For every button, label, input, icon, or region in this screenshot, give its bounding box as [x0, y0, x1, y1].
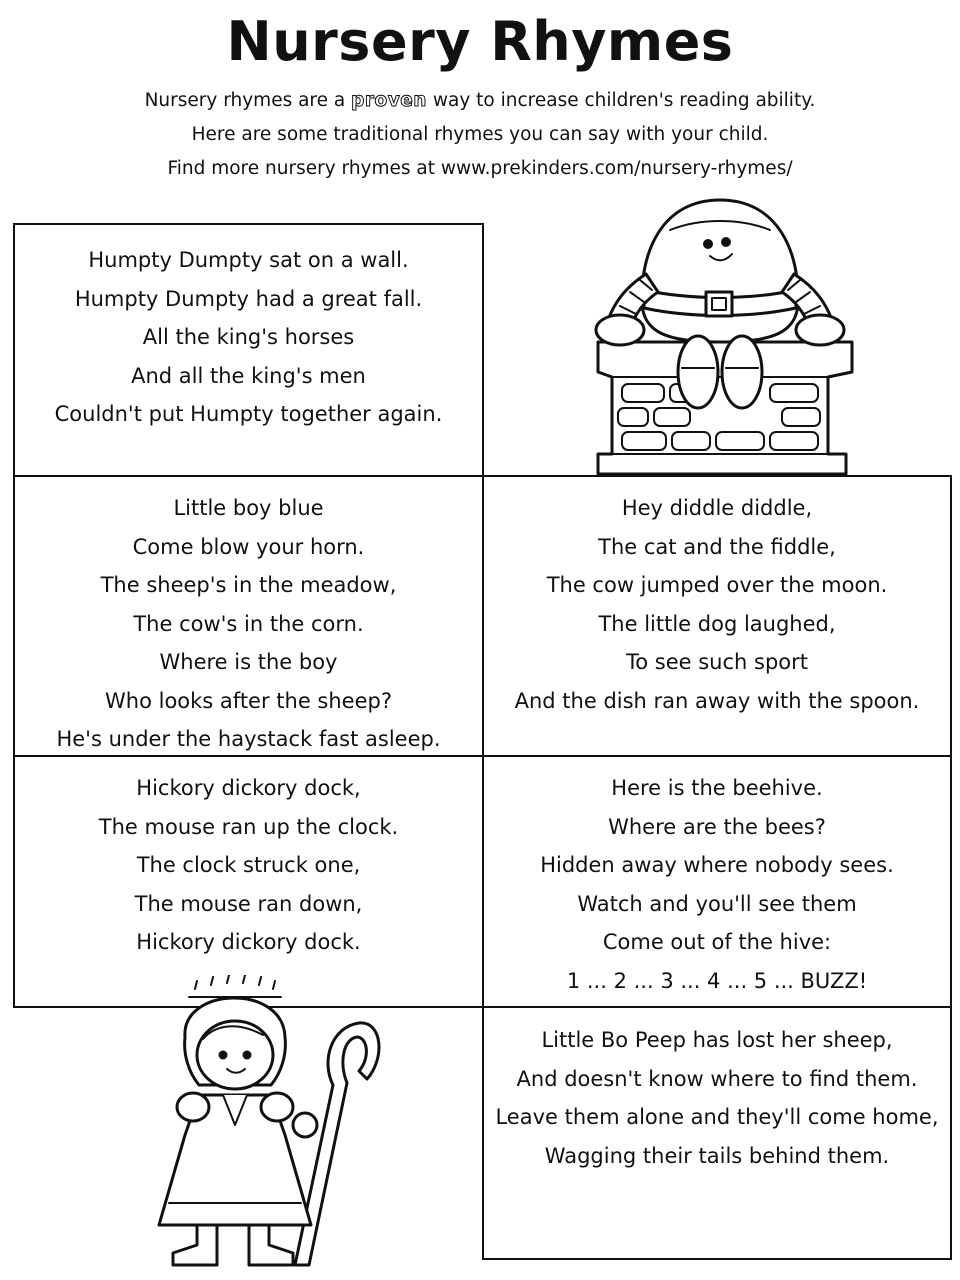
rhyme-line: Wagging their tails behind them. — [544, 1143, 890, 1168]
rhyme-line: Little Bo Peep has lost her sheep, — [541, 1028, 893, 1052]
rhyme-line: And all the king's men — [131, 363, 366, 388]
rhyme-line: All the king's horses — [142, 325, 355, 349]
rhyme-line: 1 ... 2 ... 3 ... 4 ... 5 ... BUZZ! — [566, 968, 868, 993]
rhyme-line: The sheep's in the meadow, — [100, 573, 397, 597]
rhyme-humpty-dumpty — [13, 223, 484, 477]
rhyme-line: Humpty Dumpty had a great fall. — [74, 286, 423, 311]
bo-peep-illustration — [145, 975, 385, 1275]
rhyme-little-bo-peep — [482, 1006, 952, 1260]
rhyme-line: Who looks after the sheep? — [105, 688, 392, 713]
intro-line-2: Here are some traditional rhymes you can say with your child. — [191, 124, 769, 145]
rhyme-hickory-dickory-dock — [13, 755, 484, 1008]
rhyme-line: And doesn't know where to find them. — [516, 1066, 918, 1091]
rhyme-little-boy-blue — [13, 475, 484, 757]
rhyme-line: Where is the boy — [159, 650, 338, 674]
rhyme-here-is-the-beehive — [482, 755, 952, 1008]
rhyme-line: Hey diddle diddle, — [621, 496, 813, 520]
rhyme-hey-diddle-diddle — [482, 475, 952, 757]
humpty-dumpty-illustration — [570, 192, 870, 477]
rhyme-line: Hidden away where nobody sees. — [540, 853, 894, 877]
rhyme-line: The cat and the fiddle, — [598, 534, 836, 559]
rhyme-line: Come out of the hive: — [602, 930, 832, 954]
rhyme-line: He's under the haystack fast asleep. — [56, 727, 441, 751]
rhyme-line: To see such sport — [625, 650, 808, 674]
rhyme-line: Little boy blue — [173, 496, 324, 520]
proven-emphasis: proven — [351, 90, 427, 111]
rhyme-line: The cow's in the corn. — [133, 611, 364, 636]
intro-line-1: Nursery rhymes are a proven way to increase children's reading ability. — [144, 90, 816, 111]
rhyme-line: Hickory dickory dock. — [136, 930, 361, 954]
page-title: Nursery Rhymes — [226, 10, 734, 73]
rhyme-line: Where are the bees? — [608, 814, 826, 839]
rhyme-line: The cow jumped over the moon. — [546, 573, 888, 597]
rhyme-line: The clock struck one, — [136, 853, 361, 877]
rhyme-line: Humpty Dumpty sat on a wall. — [88, 248, 409, 272]
rhyme-line: The little dog laughed, — [598, 611, 836, 636]
rhyme-line: Watch and you'll see them — [577, 891, 857, 916]
intro-line-3: Find more nursery rhymes at www.prekinders.com/nursery-rhymes/ — [167, 158, 793, 179]
rhyme-line: The mouse ran up the clock. — [98, 814, 399, 839]
rhyme-line: And the dish ran away with the spoon. — [514, 688, 920, 713]
rhyme-line: Here is the beehive. — [611, 776, 823, 800]
rhyme-line: Hickory dickory dock, — [136, 776, 361, 800]
rhyme-line: Leave them alone and they'll come home, — [495, 1105, 939, 1129]
rhyme-line: The mouse ran down, — [134, 891, 363, 916]
rhyme-line: Come blow your horn. — [132, 534, 365, 559]
intro-text — [0, 84, 960, 186]
rhyme-line: Couldn't put Humpty together again. — [54, 402, 443, 426]
